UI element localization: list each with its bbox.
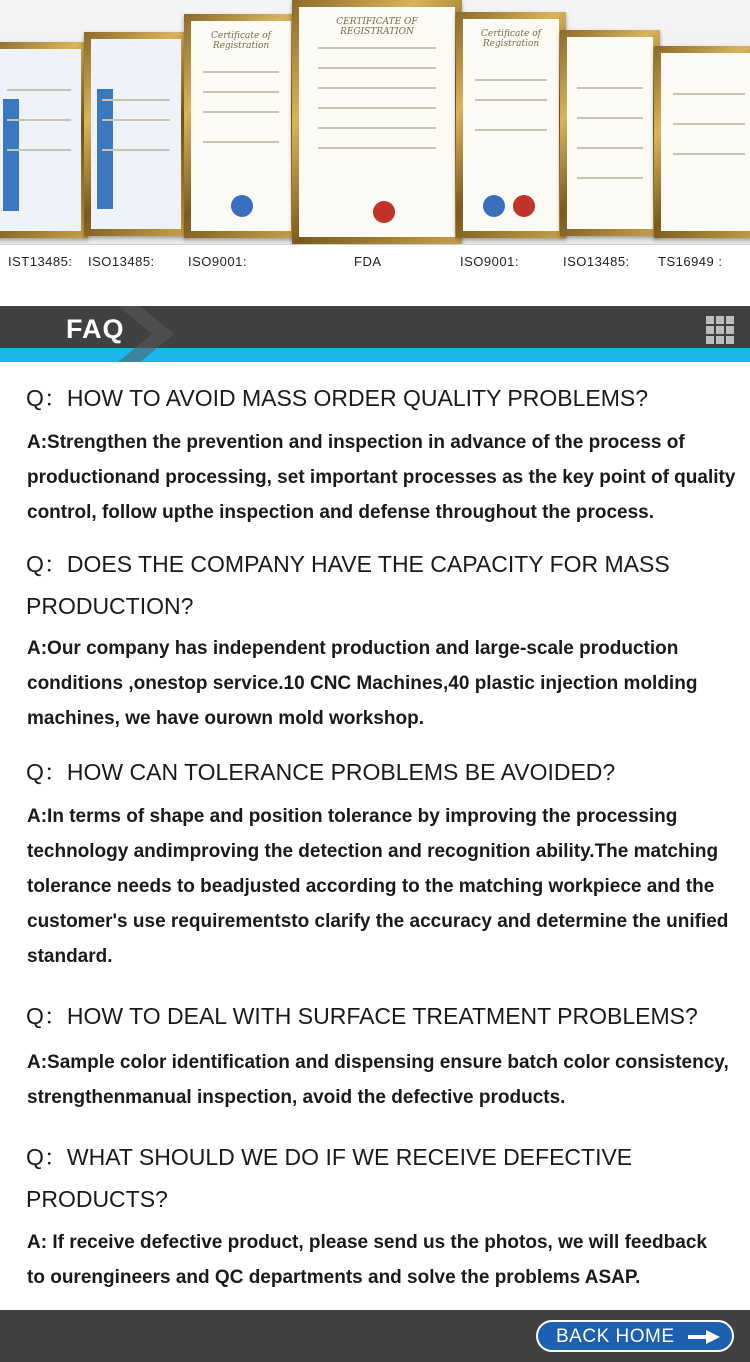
certificates-banner — [0, 0, 750, 272]
certificate-labels — [0, 244, 750, 272]
faq-answer: A:Our company has independent production and large-scale production conditions ,onestop service.10 CNC Machines,40 plastic injection molding machines, we have ourown mold workshop. — [27, 638, 698, 729]
arrow-right-icon — [688, 1330, 720, 1344]
faq-question: Q：HOW TO DEAL WITH SURFACE TREATMENT PROBLEMS? — [26, 1003, 698, 1029]
grid-menu-icon[interactable] — [706, 316, 734, 344]
certificate-image: CERTIFICATE OF REGISTRATION — [292, 0, 462, 244]
cert-label: IST13485: — [8, 254, 73, 269]
certificate-image — [654, 46, 750, 238]
faq-answer: A:Sample color identification and dispensing ensure batch color consistency, strengthenmanual inspection, avoid the defective products. — [27, 1052, 729, 1108]
faq-title: FAQ — [66, 314, 125, 344]
cert-label: ISO9001: — [188, 254, 247, 269]
faq-question: Q：DOES THE COMPANY HAVE THE CAPACITY FOR MASS PRODUCTION? — [26, 551, 670, 619]
certificate-image — [84, 32, 188, 236]
certificate-image — [0, 42, 88, 238]
faq-question: Q：HOW TO AVOID MASS ORDER QUALITY PROBLEMS? — [26, 385, 648, 411]
faq-question: Q：HOW CAN TOLERANCE PROBLEMS BE AVOIDED? — [26, 759, 616, 785]
faq-question: Q：WHAT SHOULD WE DO IF WE RECEIVE DEFECTIVE PRODUCTS? — [26, 1144, 633, 1212]
faq-accent-bar — [0, 348, 750, 362]
cert-label: ISO13485: — [563, 254, 630, 269]
faq-answer: A:In terms of shape and position tolerance by improving the processing technology andimproving the detection and recognition ability.The matching tolerance needs to beadjusted according to the matching workpiece and the customer's use requirementsto clarify the accuracy and determine the unified standard. — [27, 806, 729, 967]
back-home-button[interactable] — [536, 1320, 734, 1352]
faq-answer: A: If receive defective product, please send us the photos, we will feedback to ourengineers and QC departments and solve the problems ASAP. — [27, 1232, 707, 1288]
certificate-image: Certificate of Registration — [184, 14, 298, 238]
chevron-decoration-icon — [118, 306, 178, 362]
certificate-image: Certificate of Registration — [456, 12, 566, 238]
cert-label: TS16949 : — [658, 254, 723, 269]
back-home-label: BACK HOME — [556, 1326, 675, 1347]
cert-label: ISO13485: — [88, 254, 155, 269]
faq-answer: A:Strengthen the prevention and inspection in advance of the process of productionand processing, set important processes as the key point of quality control, follow upthe inspection and defense throughout the process. — [27, 432, 736, 523]
cert-label: FDA — [354, 254, 382, 269]
certificate-image — [560, 30, 660, 236]
cert-label: ISO9001: — [460, 254, 519, 269]
